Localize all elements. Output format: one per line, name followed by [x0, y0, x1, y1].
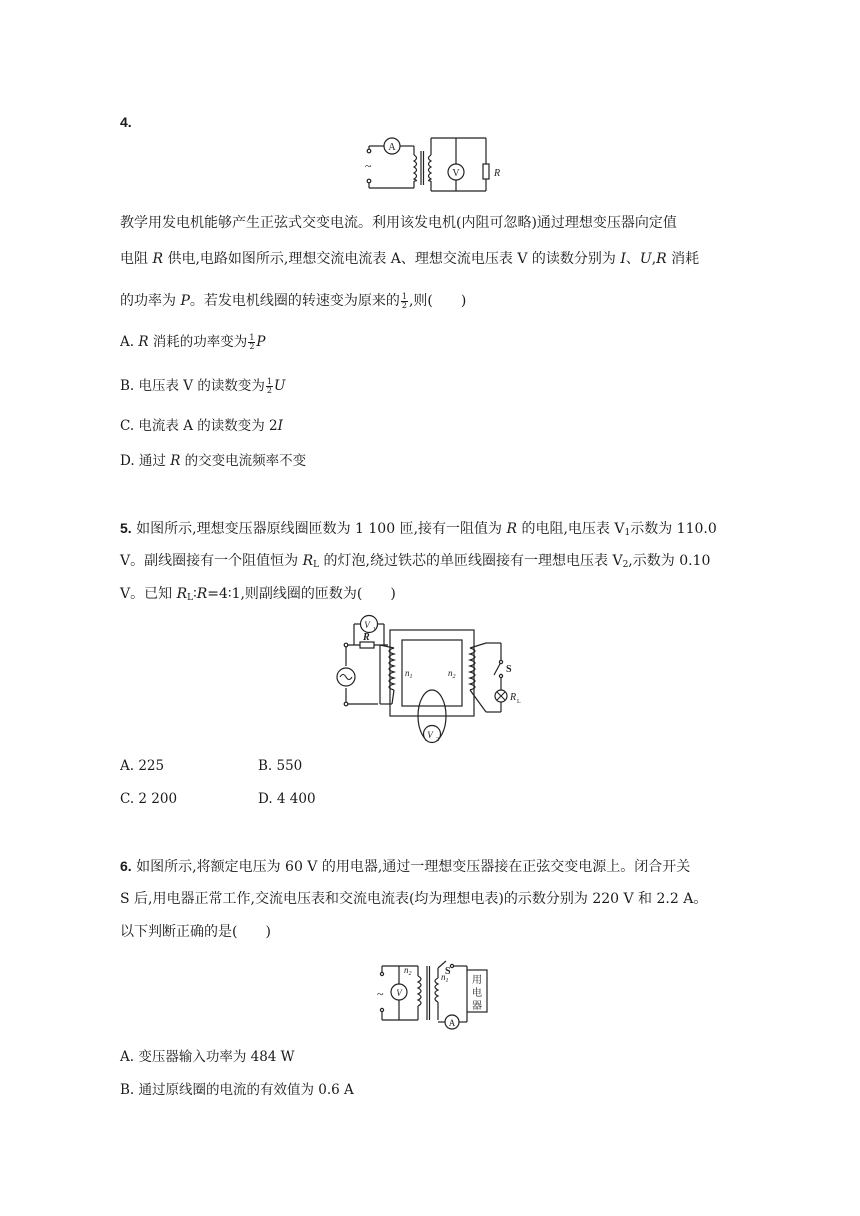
q5-n1-label: $n_1$: [405, 668, 413, 680]
q5-v1-voltmeter-icon: [361, 616, 378, 634]
q5-stem-line-3: V。已知 $R_L∶R=4∶1$,则副线圈的匝数为( ): [120, 586, 396, 603]
q5-option-c[interactable]: C. 2 200: [120, 791, 178, 807]
q6-ammeter-icon: [445, 1015, 459, 1029]
q6-number: 6.: [120, 858, 132, 874]
q6-switch-label: S: [445, 966, 451, 977]
q4-resistor-icon: [483, 164, 500, 179]
q4-option-a[interactable]: A. R 消耗的功率变为 $\frac{1}{2}$ P: [120, 333, 266, 351]
q5-n2-label: $n_2$: [448, 668, 456, 680]
q6-ac-source-icon: ~: [377, 987, 384, 1001]
q6-n1-label: $n_1$: [441, 972, 449, 984]
q5-switch-label: S: [506, 664, 512, 675]
q5-option-d[interactable]: D. 4 400: [258, 791, 316, 807]
svg-text:A: A: [448, 1018, 456, 1028]
q6-voltmeter-icon: [391, 984, 407, 1000]
svg-text:1: 1: [373, 627, 376, 633]
svg-text:2: 2: [436, 737, 439, 743]
q4-ammeter-icon: [384, 138, 400, 154]
q6-stem-line-2: S 后,用电器正常工作,交流电压表和交流电流表(均为理想电表)的示数分别为 220 V 和 2.2 A。: [120, 891, 708, 907]
q6-option-b[interactable]: B. 通过原线圈的电流的有效值为 0.6 A: [120, 1082, 354, 1098]
svg-text:V: V: [396, 988, 402, 998]
q5-option-a[interactable]: A. 225: [120, 758, 165, 774]
q5-option-b[interactable]: B. 550: [258, 758, 303, 774]
q6-circuit-figure: [374, 958, 500, 1030]
q4-option-d[interactable]: D. 通过 R 的交变电流频率不变: [120, 453, 307, 469]
q4-option-c[interactable]: C. 电流表 A 的读数变为 2I: [120, 418, 283, 434]
q4-voltmeter-icon: [448, 164, 464, 180]
q6-device-box: [467, 970, 487, 1012]
svg-text:V: V: [452, 168, 460, 179]
svg-text:V: V: [364, 620, 370, 630]
svg-text:L: L: [517, 699, 521, 705]
q6-option-a[interactable]: A. 变压器输入功率为 484 W: [120, 1049, 295, 1065]
svg-text:R: R: [494, 168, 501, 179]
q4-stem-line-1: 教学用发电机能够产生正弦式交变电流。利用该发电机(内阻可忽略)通过理想变压器向定值: [120, 215, 677, 231]
q6-stem-line-3: 以下判断正确的是( ): [120, 924, 271, 940]
q6-n2-label: $n_2$: [404, 965, 412, 977]
q5-circuit-figure: [336, 610, 532, 746]
q5-stem-line-1: 5. 如图所示,理想变压器原线圈匝数为 1 100 匝,接有一阻值为 R 的电阻,电压表 $V_1$示数为 110.0: [120, 520, 717, 538]
q5-resistor-icon: [360, 632, 374, 648]
q4-stem-line-3: 的功率为 P。若发电机线圈的转速变为原来的 $\frac{1}{2}$ ,则( ): [120, 291, 467, 310]
svg-text:R: R: [363, 632, 370, 643]
q6-stem-line-1: 6. 如图所示,将额定电压为 60 V 的用电器,通过一理想变压器接在正弦交变电源上。闭合开关: [120, 858, 691, 875]
q5-v2-voltmeter-icon: [424, 726, 441, 744]
q5-stem-line-2: V。副线圈接有一个阻值恒为 $R_L$ 的灯泡,绕过铁芯的单匝线圈接有一理想电压表 $V_2$,示数为 0.10: [120, 553, 711, 570]
q4-stem-line-2: 电阻 R 供电,电路如图所示,理想交流电流表 A、理想交流电压表 V 的读数分别为 I、U,R 消耗: [120, 251, 700, 267]
q5-ac-source-icon: [337, 668, 355, 686]
svg-text:V: V: [427, 730, 433, 740]
q4-number: 4.: [120, 114, 132, 130]
svg-text:R: R: [510, 692, 517, 703]
q4-ac-source-icon: ~: [365, 159, 372, 173]
q4-circuit-figure: [356, 133, 506, 195]
svg-text:用: 用: [472, 975, 482, 986]
q4-option-b[interactable]: B. 电压表 V 的读数变为 $\frac{1}{2}$ U: [120, 377, 286, 395]
svg-text:电: 电: [472, 988, 482, 999]
svg-text:器: 器: [472, 1001, 482, 1012]
q5-lamp-icon: [495, 690, 521, 705]
q5-number: 5.: [120, 520, 132, 536]
svg-text:A: A: [388, 142, 396, 153]
